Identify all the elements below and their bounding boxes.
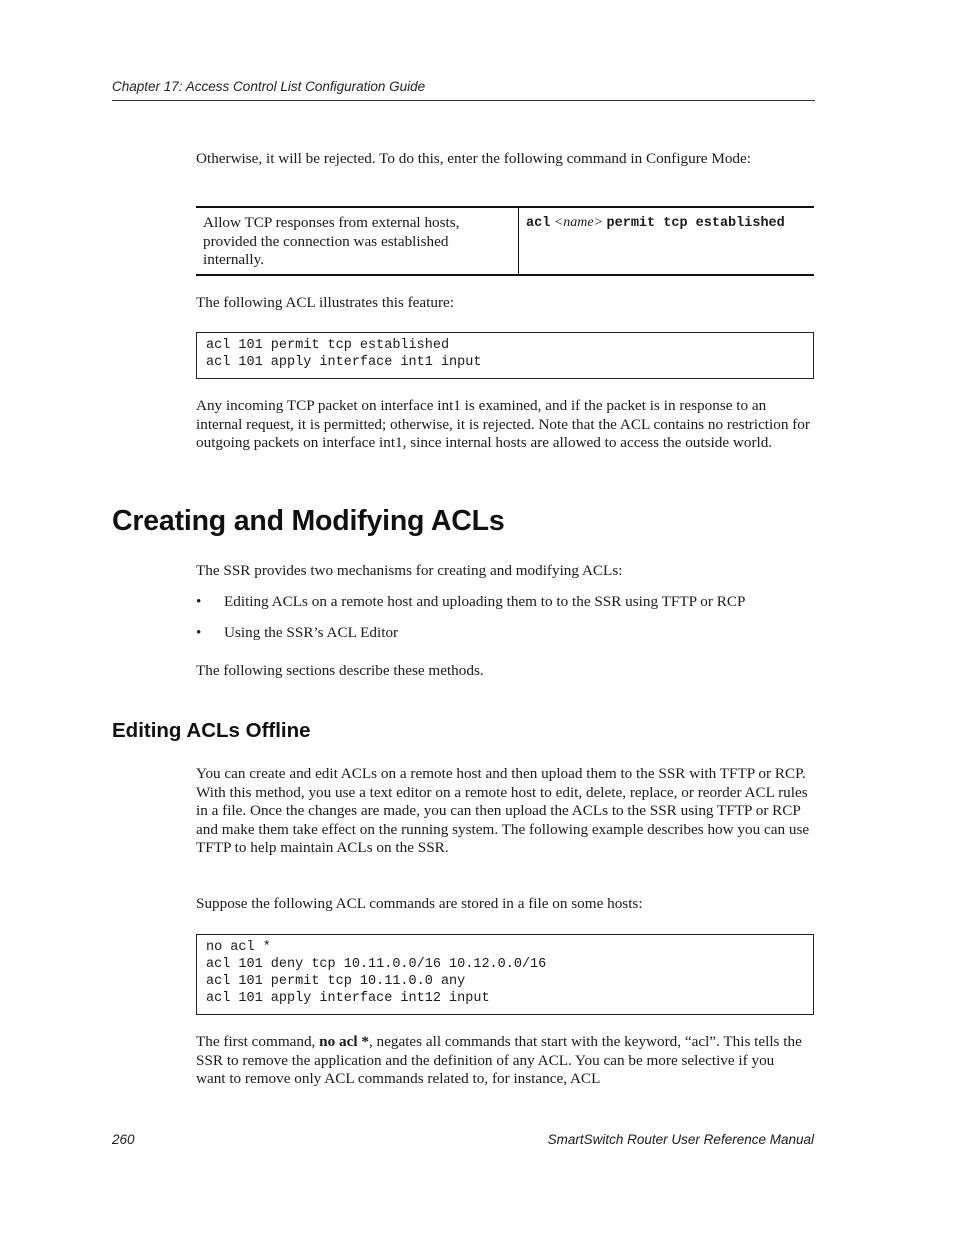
section-heading: Creating and Modifying ACLs xyxy=(112,505,505,537)
section-outro: The following sections describe these methods. xyxy=(196,662,484,679)
command-description: Allow TCP responses from external hosts, provided the connection was established internally. xyxy=(203,214,460,269)
command-table xyxy=(196,206,814,276)
subsection-heading: Editing ACLs Offline xyxy=(112,719,311,742)
subsection-paragraph-1: You can create and edit ACLs on a remote host and then upload them to the SSR with TFTP or RCP. With this method, you use a text editor on a remote host to edit, delete, replace, or reorder ACL rules in a file. Once the changes are made, you can then upload the ACLs to the SSR using TFTP or RCP and make them take effect on the running system. The following example describes how you can use TFTP to help maintain ACLs on the SSR. xyxy=(196,765,810,857)
code-line: acl 101 apply interface int12 input xyxy=(206,991,490,1006)
header-rule xyxy=(112,100,815,101)
code-example-1 xyxy=(196,332,814,379)
code-line: acl 101 apply interface int1 input xyxy=(206,355,482,370)
bullet-marker: • xyxy=(196,593,202,610)
intro-paragraph: Otherwise, it will be rejected. To do this, enter the following command in Configure Mode: xyxy=(196,150,751,167)
section-intro: The SSR provides two mechanisms for creating and modifying ACLs: xyxy=(196,562,623,579)
closing-paragraph xyxy=(196,1033,806,1089)
code-line: acl 101 permit tcp 10.11.0.0 any xyxy=(206,974,466,989)
footer-title: SmartSwitch Router User Reference Manual xyxy=(547,1132,814,1147)
code-example-2 xyxy=(196,934,814,1015)
illustrates-paragraph: The following ACL illustrates this feature: xyxy=(196,294,454,311)
command-parameter: <name> xyxy=(553,215,604,230)
list-item-text: Editing ACLs on a remote host and uploading them to to the SSR using TFTP or RCP xyxy=(224,593,746,610)
command-syntax xyxy=(526,215,785,231)
code-line: no acl * xyxy=(206,940,271,955)
command-arguments: permit tcp established xyxy=(606,216,785,231)
closing-text-after: , negates all commands that start with the keyword, “acl”. This tells the SSR to remove the application and the definition of any ACL. You can be more selective if you want to remove only ACL commands related to, for instance, ACL xyxy=(196,1033,802,1088)
list-item-text: Using the SSR’s ACL Editor xyxy=(224,624,399,641)
closing-command-bold: no acl * xyxy=(319,1033,369,1050)
code-line: acl 101 deny tcp 10.11.0.0/16 10.12.0.0/16 xyxy=(206,957,547,972)
table-divider xyxy=(518,208,519,276)
command-keyword: acl xyxy=(526,216,551,231)
page-number: 260 xyxy=(112,1132,135,1147)
running-header: Chapter 17: Access Control List Configuration Guide xyxy=(112,79,426,94)
bullet-marker: • xyxy=(196,624,202,641)
subsection-paragraph-2: Suppose the following ACL commands are stored in a file on some hosts: xyxy=(196,895,643,912)
closing-text-before: The first command, xyxy=(196,1033,320,1050)
explanation-paragraph: Any incoming TCP packet on interface int1 is examined, and if the packet is in response to an internal request, it is permitted; otherwise, it is rejected. Note that the ACL contains no restriction for outgoing packets on interface int1, since internal hosts are allowed to access the outside world. xyxy=(196,397,810,452)
code-line: acl 101 permit tcp established xyxy=(206,338,450,353)
